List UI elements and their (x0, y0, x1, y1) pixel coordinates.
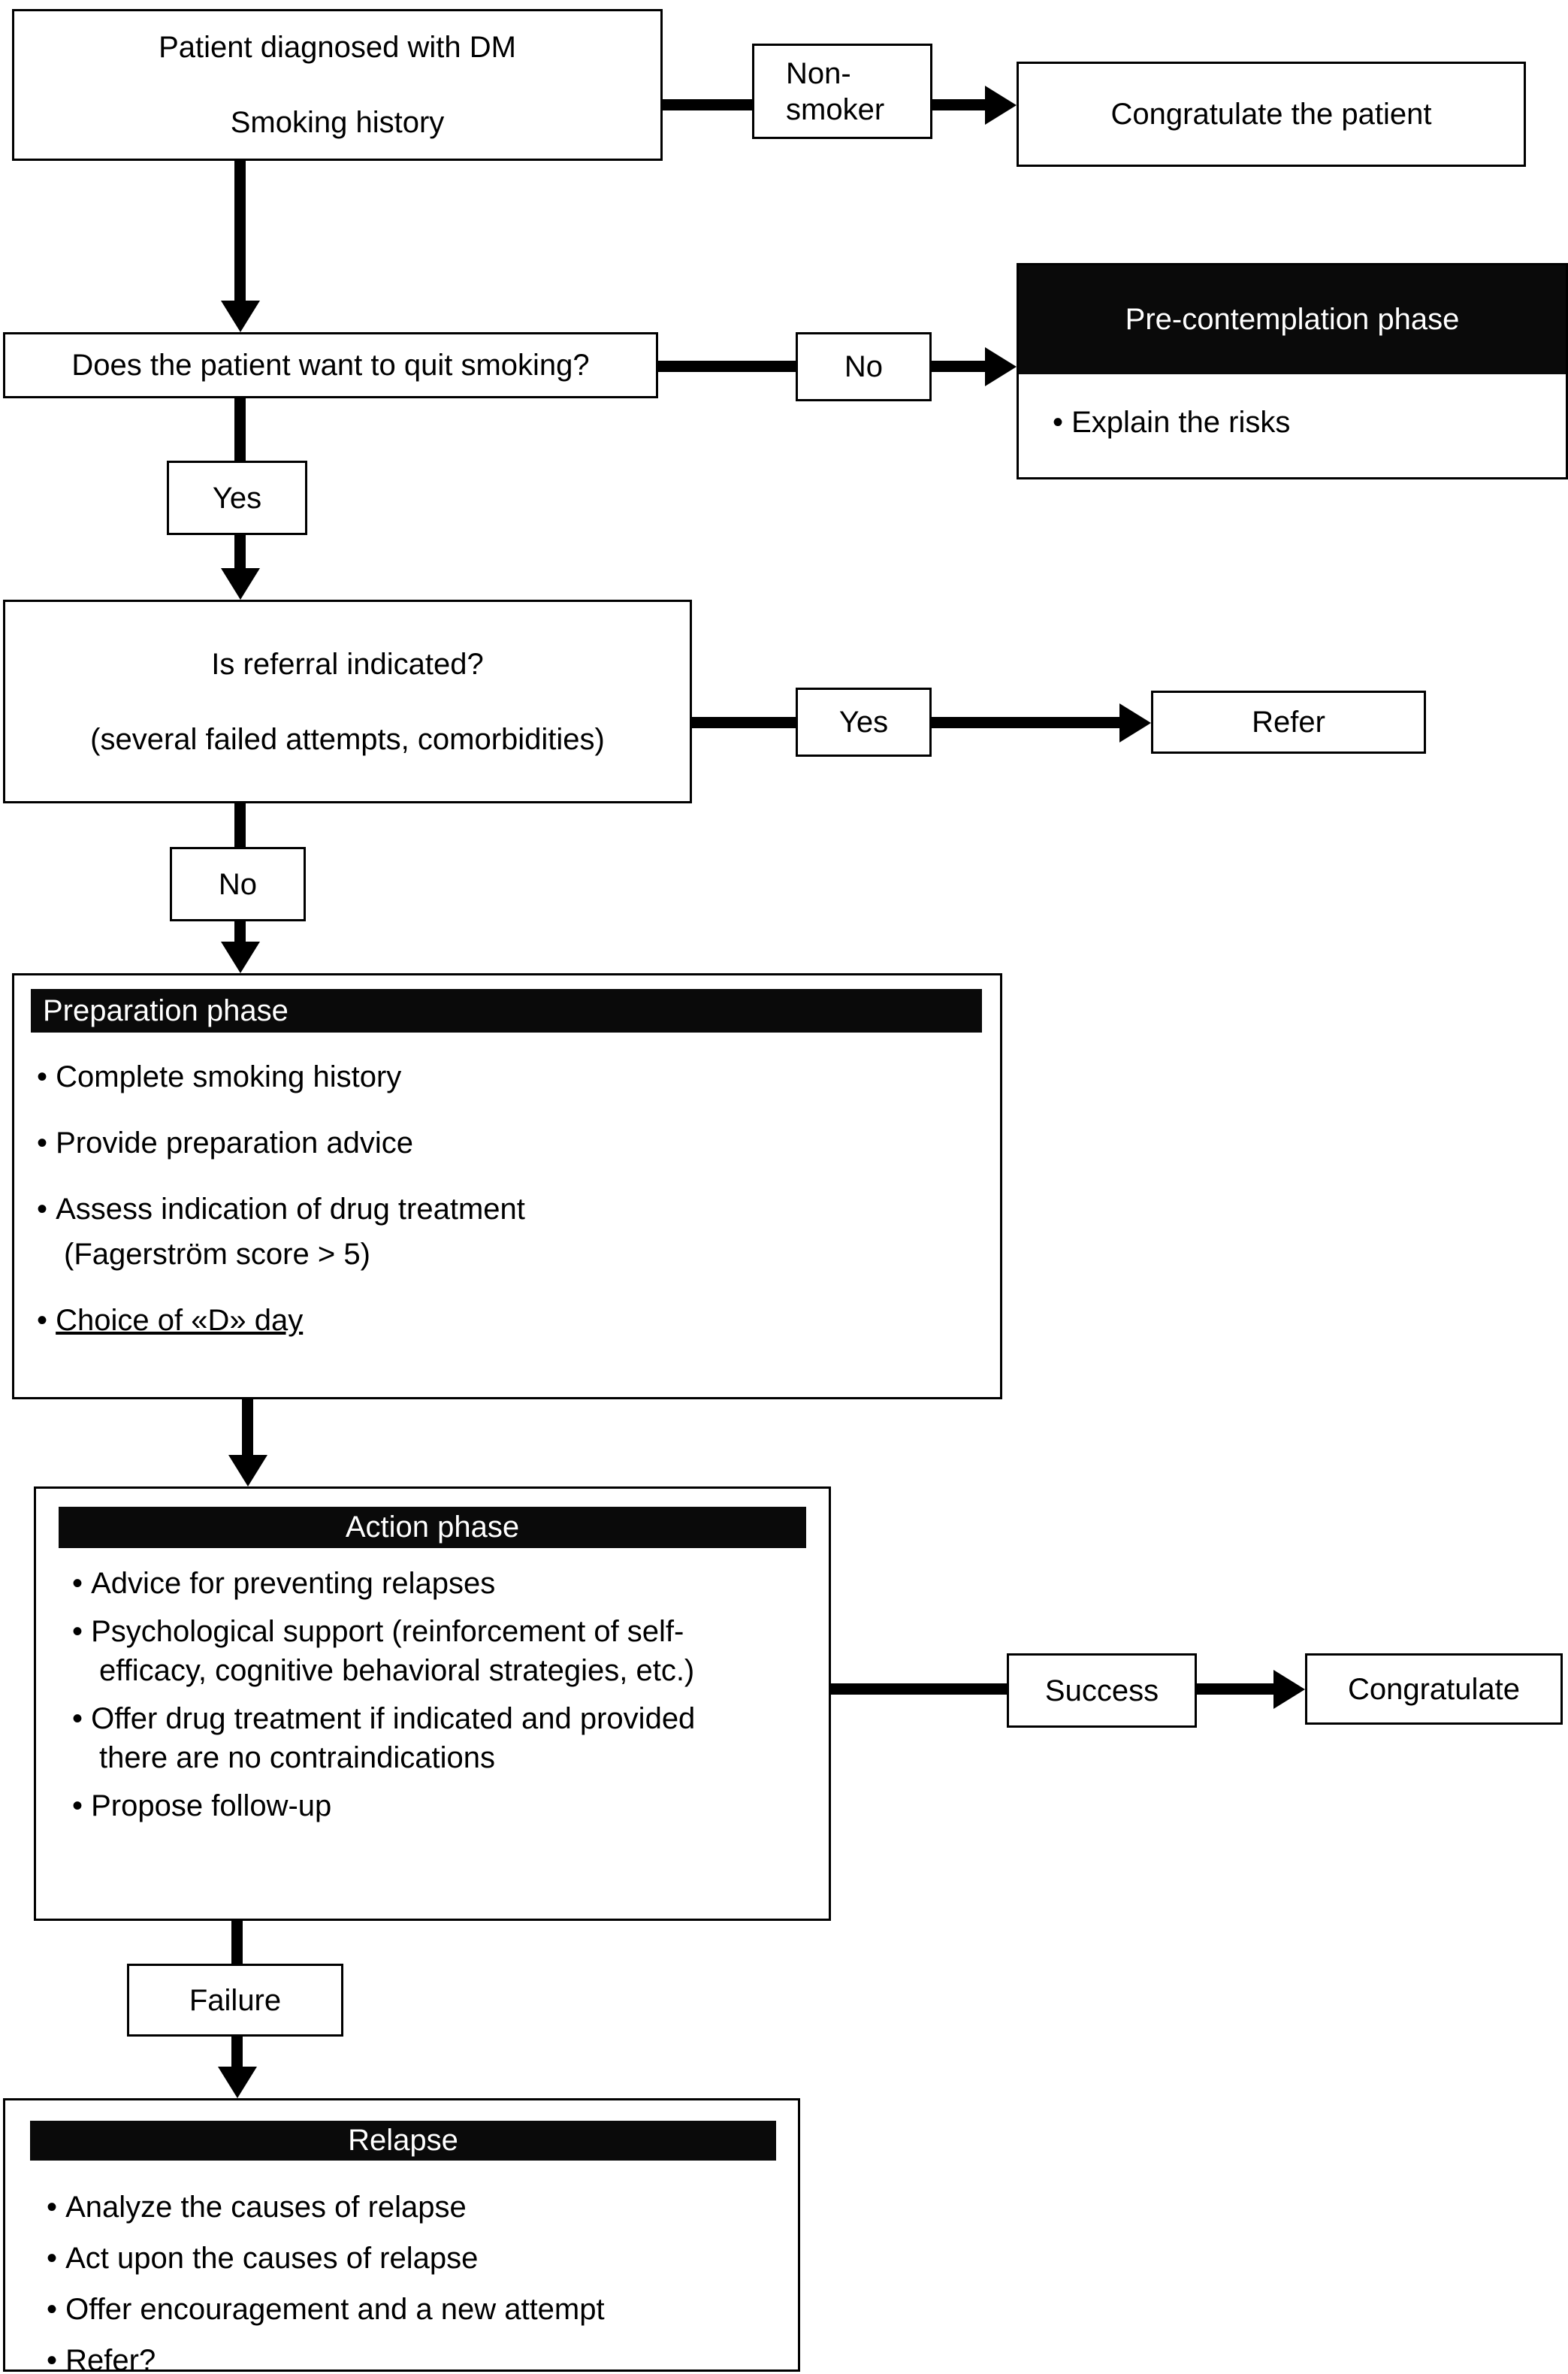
node-no-referral: No (170, 847, 306, 921)
node-non-smoker (752, 44, 932, 139)
bullet-item: • Psychological support (reinforcement of self-efficacy, cognitive behavioral strategies, etc.) (72, 1612, 761, 1690)
arrow-line (234, 921, 246, 943)
bullet-item: • Offer encouragement and a new attempt (47, 2290, 783, 2329)
arrow-line (692, 717, 796, 728)
arrow-head (985, 86, 1017, 125)
bullet-subline: (Fagerström score > 5) (64, 1238, 370, 1271)
node-congratulate-patient: Congratulate the patient (1017, 62, 1526, 167)
action-bullets (36, 1564, 829, 1825)
arrow-head (221, 301, 260, 332)
arrow-line (1197, 1683, 1275, 1695)
arrow-head (1273, 1670, 1305, 1709)
bullet-item: • Explain the risks (1053, 403, 1551, 442)
bullet-item: • Analyze the causes of relapse (47, 2188, 783, 2227)
arrow-head (1119, 703, 1151, 742)
arrow-head (221, 568, 260, 600)
arrow-line (234, 535, 246, 570)
node-success: Success (1007, 1653, 1197, 1728)
node-yes-quit: Yes (167, 461, 307, 535)
node-non-smoker-line1: Non- (786, 56, 851, 90)
arrow-line (663, 99, 752, 110)
arrow-line (234, 803, 246, 847)
bullet-item: • Refer? (47, 2341, 783, 2374)
arrow-line (231, 1921, 243, 1964)
arrow-line (932, 361, 986, 372)
node-patient-line1: Patient diagnosed with DM (159, 31, 516, 64)
arrow-line (231, 2037, 243, 2068)
arrow-head (218, 2067, 257, 2098)
bullet-item: • Advice for preventing relapses (72, 1564, 761, 1603)
action-phase-header: Action phase (59, 1507, 806, 1548)
arrow-line (932, 717, 1121, 728)
arrow-head (228, 1455, 267, 1486)
bullet-item: • Propose follow-up (72, 1786, 761, 1825)
arrow-line (932, 99, 986, 110)
arrow-line (831, 1683, 1007, 1695)
arrow-line (234, 398, 246, 461)
node-precontemplation (1017, 263, 1568, 479)
node-preparation (12, 973, 1002, 1399)
node-congratulate: Congratulate (1305, 1653, 1563, 1725)
node-refer: Refer (1151, 691, 1426, 754)
preparation-bullets (14, 1057, 1000, 1340)
node-want-quit: Does the patient want to quit smoking? (3, 332, 658, 398)
bullet-item: • Assess indication of drug treatment (Fagerström score > 5) (37, 1190, 981, 1274)
bullet-item: • Act upon the causes of relapse (47, 2239, 783, 2278)
node-patient-line2: Smoking history (230, 106, 445, 139)
node-yes-referral: Yes (796, 688, 932, 757)
precontemplation-phase-header: Pre-contemplation phase (1019, 265, 1566, 374)
precontemplation-bullets (1019, 403, 1566, 442)
bullet-item: • Offer drug treatment if indicated and provided there are no contraindications (72, 1699, 761, 1777)
node-no-quit: No (796, 332, 932, 401)
bullet-item: • Provide preparation advice (37, 1123, 981, 1163)
arrow-line (658, 361, 796, 372)
arrow-line (242, 1399, 253, 1456)
arrow-head (985, 347, 1017, 386)
bullet-item: • Choice of «D» day (37, 1301, 981, 1340)
node-relapse (3, 2098, 800, 2372)
node-non-smoker-line2: smoker (786, 92, 885, 126)
node-referral-line2: (several failed attempts, comorbidities) (90, 722, 605, 756)
node-referral-line1: Is referral indicated? (211, 647, 484, 681)
preparation-phase-header: Preparation phase (31, 989, 982, 1033)
arrow-line (234, 161, 246, 302)
node-referral (3, 600, 692, 803)
node-action (34, 1486, 831, 1921)
relapse-phase-header: Relapse (30, 2121, 776, 2161)
bullet-item: • Complete smoking history (37, 1057, 981, 1096)
node-failure: Failure (127, 1964, 343, 2037)
arrow-head (221, 942, 260, 973)
relapse-bullets (5, 2188, 798, 2374)
node-patient (12, 9, 663, 161)
